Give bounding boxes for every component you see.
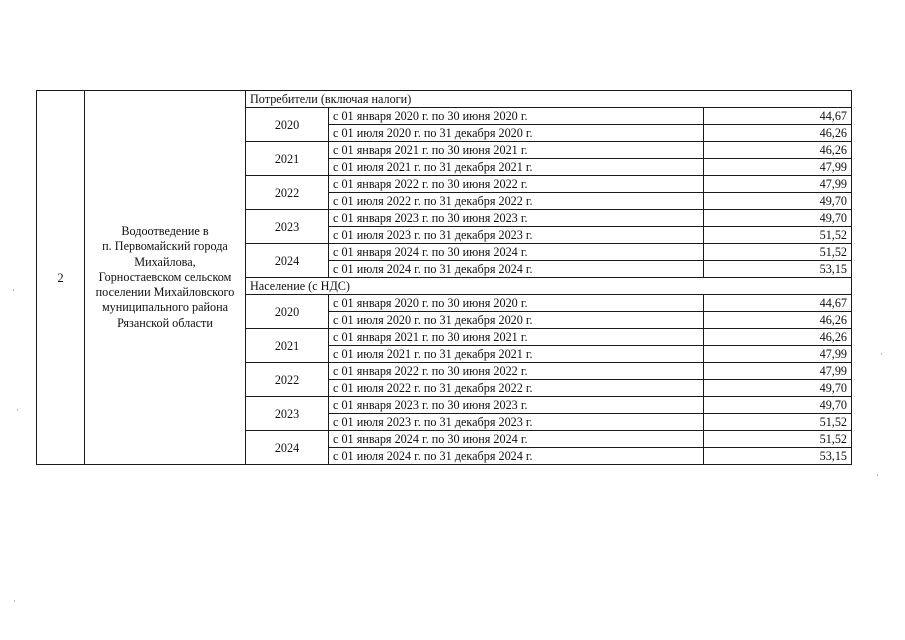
period-cell: с 01 января 2020 г. по 30 июня 2020 г. <box>329 295 704 312</box>
tariff-value-cell: 51,52 <box>704 244 852 261</box>
tariff-value-cell: 44,67 <box>704 295 852 312</box>
tariff-value-cell: 51,52 <box>704 431 852 448</box>
tariff-value-cell: 51,52 <box>704 227 852 244</box>
period-cell: с 01 июля 2022 г. по 31 декабря 2022 г. <box>329 193 704 210</box>
year-cell: 2021 <box>246 142 329 176</box>
period-cell: с 01 июля 2021 г. по 31 декабря 2021 г. <box>329 159 704 176</box>
year-cell: 2023 <box>246 210 329 244</box>
year-cell: 2022 <box>246 363 329 397</box>
tariff-value-cell: 46,26 <box>704 329 852 346</box>
row-number-cell: 2 <box>37 91 85 465</box>
tariff-table <box>36 90 852 465</box>
year-cell: 2020 <box>246 295 329 329</box>
scan-speck <box>877 474 878 476</box>
service-name-line: Рязанской области <box>117 315 213 330</box>
tariff-value-cell: 49,70 <box>704 193 852 210</box>
year-cell: 2024 <box>246 244 329 278</box>
tariff-value-cell: 49,70 <box>704 380 852 397</box>
tariff-value-cell: 49,70 <box>704 397 852 414</box>
group-title: Потребители (включая налоги) <box>246 91 852 108</box>
tariff-value-cell: 47,99 <box>704 176 852 193</box>
year-cell: 2020 <box>246 108 329 142</box>
scan-speck <box>17 409 18 411</box>
tariff-value-cell: 46,26 <box>704 125 852 142</box>
tariff-value-cell: 53,15 <box>704 448 852 465</box>
period-cell: с 01 июля 2020 г. по 31 декабря 2020 г. <box>329 312 704 329</box>
group-header-row <box>37 91 852 108</box>
period-cell: с 01 января 2020 г. по 30 июня 2020 г. <box>329 108 704 125</box>
period-cell: с 01 января 2022 г. по 30 июня 2022 г. <box>329 363 704 380</box>
period-cell: с 01 января 2021 г. по 30 июня 2021 г. <box>329 329 704 346</box>
period-cell: с 01 января 2023 г. по 30 июня 2023 г. <box>329 210 704 227</box>
service-name-line: поселении Михайловского <box>95 285 235 300</box>
service-name-line: п. Первомайский города <box>102 239 228 254</box>
period-cell: с 01 января 2023 г. по 30 июня 2023 г. <box>329 397 704 414</box>
period-cell: с 01 января 2024 г. по 30 июня 2024 г. <box>329 431 704 448</box>
period-cell: с 01 июля 2024 г. по 31 декабря 2024 г. <box>329 448 704 465</box>
tariff-value-cell: 47,99 <box>704 363 852 380</box>
tariff-value-cell: 47,99 <box>704 159 852 176</box>
year-cell: 2023 <box>246 397 329 431</box>
tariff-value-cell: 51,52 <box>704 414 852 431</box>
tariff-value-cell: 44,67 <box>704 108 852 125</box>
period-cell: с 01 января 2021 г. по 30 июня 2021 г. <box>329 142 704 159</box>
period-cell: с 01 июля 2020 г. по 31 декабря 2020 г. <box>329 125 704 142</box>
service-name-cell <box>85 91 246 465</box>
year-cell: 2021 <box>246 329 329 363</box>
period-cell: с 01 января 2024 г. по 30 июня 2024 г. <box>329 244 704 261</box>
scan-speck <box>881 353 882 355</box>
service-name-line: Горностаевском сельском <box>98 269 232 284</box>
service-name-line: Михайлова, <box>134 254 196 269</box>
period-cell: с 01 июля 2023 г. по 31 декабря 2023 г. <box>329 227 704 244</box>
period-cell: с 01 января 2022 г. по 30 июня 2022 г. <box>329 176 704 193</box>
year-cell: 2024 <box>246 431 329 465</box>
tariff-value-cell: 53,15 <box>704 261 852 278</box>
period-cell: с 01 июля 2024 г. по 31 декабря 2024 г. <box>329 261 704 278</box>
scan-speck <box>14 600 15 602</box>
service-name-line: муниципального района <box>101 300 229 315</box>
period-cell: с 01 июля 2021 г. по 31 декабря 2021 г. <box>329 346 704 363</box>
tariff-value-cell: 46,26 <box>704 142 852 159</box>
tariff-value-cell: 46,26 <box>704 312 852 329</box>
scan-speck <box>13 289 14 291</box>
service-name-line: Водоотведение в <box>121 224 209 239</box>
tariff-value-cell: 49,70 <box>704 210 852 227</box>
tariff-value-cell: 47,99 <box>704 346 852 363</box>
period-cell: с 01 июля 2023 г. по 31 декабря 2023 г. <box>329 414 704 431</box>
period-cell: с 01 июля 2022 г. по 31 декабря 2022 г. <box>329 380 704 397</box>
year-cell: 2022 <box>246 176 329 210</box>
group-title: Население (с НДС) <box>246 278 852 295</box>
